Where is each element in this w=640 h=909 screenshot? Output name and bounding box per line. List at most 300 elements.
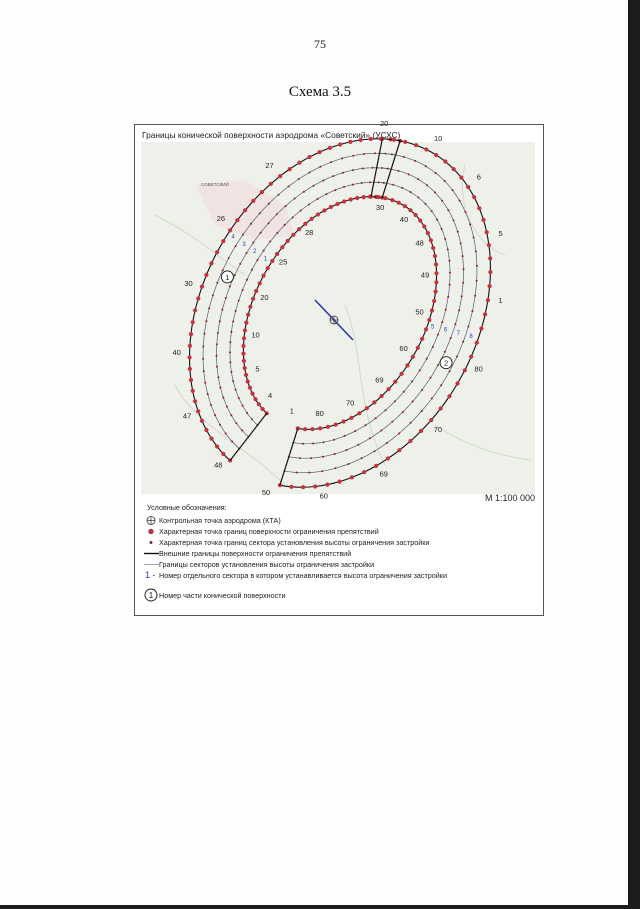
sector-point: [410, 191, 412, 193]
sector-point: [257, 259, 259, 261]
sector-point: [354, 430, 356, 432]
sector-point: [462, 255, 464, 257]
sector-point: [361, 182, 363, 184]
sector-point: [310, 457, 312, 459]
obstacle-point: [322, 208, 326, 212]
svg-text:1: 1: [148, 591, 154, 600]
sector-point: [217, 376, 219, 378]
sector-point: [463, 268, 465, 270]
obstacle-point: [196, 409, 200, 413]
obstacle-point: [338, 480, 342, 484]
sector-point: [454, 323, 456, 325]
obstacle-point: [386, 456, 390, 460]
obstacle-point: [411, 355, 415, 359]
sector-point: [205, 320, 207, 322]
obstacle-point: [310, 427, 314, 431]
sector-number-label: 2: [253, 249, 257, 256]
sector-point: [229, 361, 231, 363]
sector-number-label: 8: [469, 333, 473, 340]
sector-point: [426, 184, 428, 186]
sector-point: [441, 321, 443, 323]
obstacle-point: [251, 199, 255, 203]
sector-point: [448, 260, 450, 262]
obstacle-point: [326, 425, 330, 429]
sector-point: [458, 309, 460, 311]
obstacle-point: [254, 289, 258, 293]
sector-point: [401, 187, 403, 189]
obstacle-point: [348, 140, 352, 144]
part-number-icon: [143, 588, 159, 602]
obstacle-point: [472, 195, 476, 199]
sector-point: [334, 189, 336, 191]
scan-edge-right: [628, 0, 640, 909]
obstacle-point: [420, 337, 424, 341]
obstacle-point: [488, 256, 492, 260]
sector-point: [217, 332, 219, 334]
sector-point: [440, 384, 442, 386]
sector-point: [238, 397, 240, 399]
obstacle-point: [424, 327, 428, 331]
legend-item-sector-point: Характерная точка границ сектора установления высоты ограничения застройки: [135, 537, 543, 548]
obstacle-point: [241, 352, 245, 356]
sector-point: [308, 203, 310, 205]
sector-point: [475, 250, 477, 252]
page-number: 75: [314, 37, 326, 51]
sector-number-label: 4: [231, 234, 235, 241]
part-number-label: 1: [225, 272, 230, 282]
obstacle-point: [243, 208, 247, 212]
scan-edge-bottom: [0, 905, 640, 909]
sector-point: [219, 387, 221, 389]
sector-point: [238, 300, 240, 302]
inner-point-label: 50: [415, 307, 424, 317]
sector-point: [456, 356, 458, 358]
sector-point: [300, 210, 302, 212]
sector-point: [374, 152, 376, 154]
outer-point-label: 70: [433, 425, 443, 435]
outer-point-label: 47: [182, 411, 192, 421]
sector-point: [434, 191, 436, 193]
sector-point: [464, 211, 466, 213]
outer-point-label: 30: [184, 279, 193, 289]
obstacle-point: [215, 250, 219, 254]
sector-point: [346, 449, 348, 451]
obstacle-point: [434, 271, 438, 275]
kta-icon: [143, 515, 159, 526]
obstacle-point: [191, 389, 195, 393]
obstacle-point: [278, 174, 282, 178]
sector-point: [453, 219, 455, 221]
obstacle-point: [430, 308, 434, 312]
sector-point: [235, 389, 237, 391]
obstacle-point: [434, 280, 438, 284]
obstacle-point: [424, 147, 428, 151]
obstacle-point: [286, 239, 290, 243]
obstacle-point: [242, 359, 246, 363]
sector-point: [437, 364, 439, 366]
sector-point: [417, 197, 419, 199]
obstacle-point: [439, 406, 443, 410]
sector-point: [391, 153, 393, 155]
sector-point: [431, 398, 433, 400]
obstacle-point: [250, 392, 254, 396]
obstacle-point: [188, 355, 192, 359]
legend-item-sector-boundary: Границы секторов установления высоты ограничения застройки: [135, 559, 543, 570]
obstacle-point: [426, 231, 430, 235]
obstacle-point: [335, 202, 339, 206]
obstacle-point: [209, 437, 213, 441]
sector-point: [432, 346, 434, 348]
sector-point: [444, 351, 446, 353]
obstacle-point: [362, 470, 366, 474]
legend-item-part-number: 1 Номер части конической поверхности: [135, 590, 543, 601]
inner-point-label: 40: [399, 214, 409, 224]
sector-point: [352, 155, 354, 157]
sector-point: [334, 453, 336, 455]
outer-point-label: 26: [216, 213, 226, 223]
sector-point: [216, 282, 218, 284]
sector-point: [471, 310, 473, 312]
sector-point: [431, 210, 433, 212]
obstacle-point: [433, 254, 437, 258]
obstacle-point: [459, 176, 463, 180]
outer-point-label: 20: [380, 119, 389, 128]
sector-point: [294, 198, 296, 200]
sector-point: [252, 242, 254, 244]
obstacle-point: [403, 204, 407, 208]
sector-point: [235, 310, 237, 312]
outer-point-label: 10: [434, 134, 443, 144]
sector-point: [334, 467, 336, 469]
sector-point: [202, 358, 204, 360]
obstacle-point: [408, 439, 412, 443]
obstacle-point: [431, 246, 435, 250]
sector-point: [208, 307, 210, 309]
sector-point: [225, 433, 227, 435]
obstacle-point: [204, 428, 208, 432]
sector-point: [207, 393, 209, 395]
obstacle-point: [243, 366, 247, 370]
outer-point-label: 1: [498, 296, 503, 306]
sector-point: [387, 168, 389, 170]
obstacle-point: [429, 238, 433, 242]
obstacle-point: [447, 394, 451, 398]
sector-point: [414, 160, 416, 162]
obstacle-point: [390, 198, 394, 202]
obstacle-point: [266, 266, 270, 270]
obstacle-point: [270, 259, 274, 263]
obstacle-point: [188, 344, 192, 348]
sector-point: [421, 389, 423, 391]
obstacle-point: [215, 444, 219, 448]
obstacle-point: [243, 328, 247, 332]
obstacle-point: [289, 485, 293, 489]
sector-point: [411, 380, 413, 382]
part-number-label: 2: [444, 358, 449, 368]
sector-point-icon: [143, 537, 159, 548]
outer-point-label: 6: [476, 172, 481, 182]
sector-point: [231, 441, 233, 443]
sector-point: [232, 321, 234, 323]
sector-boundary-icon: [143, 559, 159, 570]
sector-point: [221, 309, 223, 311]
sector-point: [276, 213, 278, 215]
obstacle-point: [483, 312, 487, 316]
inner-point-label: 49: [420, 270, 430, 280]
sector-point: [457, 231, 459, 233]
sector-point: [246, 279, 248, 281]
obstacle-point: [204, 273, 208, 277]
obstacle-point: [251, 297, 255, 301]
obstacle-point: [477, 206, 481, 210]
sector-point: [447, 249, 449, 251]
sector-point: [251, 418, 253, 420]
sector-point: [449, 272, 451, 274]
sector-point: [398, 170, 400, 172]
sector-point: [362, 168, 364, 170]
outer-point-label: 40: [172, 348, 181, 358]
sector-point: [242, 234, 244, 236]
obstacle-point: [191, 320, 195, 324]
inner-point-label: 5: [255, 364, 260, 374]
obstacle-point: [258, 281, 262, 285]
obstacle-point: [365, 406, 369, 410]
legend-item-sector-number: 1 - Номер отдельного сектора в котором устанавливается высота ограничения застройки: [145, 570, 447, 580]
inner-point-label: 28: [305, 228, 314, 238]
inner-point-label: 70: [346, 398, 355, 408]
sector-number-label: 1: [263, 256, 268, 263]
obstacle-point: [380, 394, 384, 398]
sector-point: [435, 172, 437, 174]
obstacle-point: [241, 344, 245, 348]
obstacle-point: [397, 448, 401, 452]
inner-point-label: 10: [251, 330, 260, 340]
sector-point: [444, 238, 446, 240]
obstacle-point: [355, 196, 359, 200]
obstacle-point: [487, 243, 491, 247]
sector-point: [352, 184, 354, 186]
obstacle-point: [342, 199, 346, 203]
sector-point: [229, 285, 231, 287]
sector-point: [216, 355, 218, 357]
sector-number-label: 5: [431, 324, 435, 331]
obstacle-point-icon: [143, 526, 159, 537]
sector-point: [230, 331, 232, 333]
sector-point: [462, 341, 464, 343]
sector-point: [461, 295, 463, 297]
sector-point: [302, 443, 304, 445]
obstacle-point: [235, 218, 239, 222]
sector-point: [216, 366, 218, 368]
sector-point: [449, 284, 451, 286]
legend-item-outer-boundary: Внешние границы поверхности ограничения препятствий: [135, 548, 543, 559]
sector-point: [203, 370, 205, 372]
sector-number-label: 7: [456, 330, 460, 337]
sector-point: [449, 370, 451, 372]
obstacle-point: [455, 381, 459, 385]
sector-point: [226, 406, 228, 408]
conical-surface-map: [135, 119, 543, 505]
sector-point: [421, 410, 423, 412]
sector-point: [202, 346, 204, 348]
obstacle-point: [434, 153, 438, 157]
obstacle-point: [408, 208, 412, 212]
sector-point: [214, 414, 216, 416]
sector-point: [241, 429, 243, 431]
sector-point: [450, 337, 452, 339]
outer-boundary-icon: [143, 548, 159, 559]
obstacle-point: [399, 372, 403, 376]
obstacle-point: [246, 379, 250, 383]
legend-title: Условные обозначения:: [147, 503, 227, 512]
obstacle-point: [403, 140, 407, 144]
obstacle-point: [329, 205, 333, 209]
sector-point: [216, 343, 218, 345]
inner-point-label: 48: [415, 238, 424, 248]
obstacle-point: [189, 332, 193, 336]
sector-point: [228, 257, 230, 259]
town-label: СОВЕТСКИЙ: [201, 182, 229, 187]
inner-point-label: 1: [289, 406, 294, 416]
sector-point: [235, 422, 237, 424]
obstacle-point: [189, 378, 193, 382]
sector-point: [343, 186, 345, 188]
legend-item-obstacle-point: Характерная точка границ поверхности ограничения препятствий: [135, 526, 543, 537]
outer-point-label: 48: [214, 460, 223, 470]
obstacle-point: [357, 411, 361, 415]
sector-point: [268, 222, 270, 224]
obstacle-point: [307, 155, 311, 159]
sector-point: [313, 185, 315, 187]
obstacle-point: [269, 182, 273, 186]
obstacle-point: [253, 397, 257, 401]
obstacle-point: [209, 261, 213, 265]
sector-point: [268, 203, 270, 205]
sector-point: [408, 173, 410, 175]
inner-point-label: 20: [260, 293, 269, 303]
obstacle-point: [303, 222, 307, 226]
sector-point: [246, 252, 248, 254]
sector-point: [469, 223, 471, 225]
sector-point: [309, 172, 311, 174]
obstacle-point: [303, 427, 307, 431]
sector-point: [369, 181, 371, 183]
sector-point: [263, 250, 265, 252]
sector-point: [426, 358, 428, 360]
obstacle-point: [328, 146, 332, 150]
obstacle-point: [362, 195, 366, 199]
obstacle-point: [488, 270, 492, 274]
obstacle-point: [405, 363, 409, 367]
sector-point: [344, 435, 346, 437]
sector-point: [322, 180, 324, 182]
obstacle-point: [488, 284, 492, 288]
sector-point: [452, 189, 454, 191]
obstacle-point: [414, 143, 418, 147]
obstacle-point: [244, 321, 248, 325]
sector-point: [321, 470, 323, 472]
sector-point: [284, 224, 286, 226]
obstacle-point: [469, 355, 473, 359]
sector-number-label: 3: [242, 241, 246, 248]
sector-point: [361, 457, 363, 459]
obstacle-point: [261, 407, 265, 411]
sector-point: [365, 424, 367, 426]
sector-point: [260, 232, 262, 234]
sector-point: [222, 396, 224, 398]
sector-point: [430, 377, 432, 379]
sector-point: [402, 411, 404, 413]
obstacle-point: [387, 387, 391, 391]
sector-point: [473, 237, 475, 239]
obstacle-point: [479, 327, 483, 331]
obstacle-point: [429, 418, 433, 422]
obstacle-point: [325, 483, 329, 487]
sector-point: [333, 439, 335, 441]
sector-point: [417, 178, 419, 180]
obstacle-point: [200, 285, 204, 289]
sector-point: [412, 400, 414, 402]
sector-point: [447, 296, 449, 298]
obstacle-point: [297, 227, 301, 231]
sector-point: [225, 297, 227, 299]
sector-point: [476, 280, 478, 282]
obstacle-point: [291, 233, 295, 237]
obstacle-point: [383, 196, 387, 200]
obstacle-point: [481, 218, 485, 222]
sector-point: [441, 228, 443, 230]
obstacle-point: [427, 318, 431, 322]
sector-point: [203, 333, 205, 335]
sector-point: [410, 422, 412, 424]
sector-point: [385, 409, 387, 411]
sector-point: [251, 269, 253, 271]
obstacle-point: [434, 262, 438, 266]
inner-point-label: 80: [315, 409, 324, 419]
sector-point: [459, 200, 461, 202]
obstacle-point: [275, 252, 279, 256]
sector-point: [419, 369, 421, 371]
sector-point: [288, 186, 290, 188]
sector-point: [375, 417, 377, 419]
sector-point: [323, 441, 325, 443]
obstacle-point: [443, 159, 447, 163]
sector-point: [445, 309, 447, 311]
inner-point-label: 69: [375, 375, 384, 385]
obstacle-point: [376, 195, 380, 199]
sector-point: [474, 295, 476, 297]
obstacle-point: [334, 423, 338, 427]
obstacle-point: [432, 299, 436, 303]
sector-number-icon: 1 -: [145, 570, 156, 580]
obstacle-point: [485, 230, 489, 234]
obstacle-point: [350, 475, 354, 479]
sector-point: [229, 341, 231, 343]
sector-point: [242, 405, 244, 407]
obstacle-point: [301, 485, 305, 489]
sector-point: [232, 380, 234, 382]
obstacle-point: [418, 218, 422, 222]
sector-point: [204, 382, 206, 384]
sector-point: [292, 217, 294, 219]
sector-point: [330, 161, 332, 163]
obstacle-point: [228, 228, 232, 232]
sector-point: [296, 472, 298, 474]
map-title: Границы конической поверхности аэродрома «Советский» (УСХС): [142, 130, 401, 140]
obstacle-point: [280, 245, 284, 249]
obstacle-point: [372, 400, 376, 404]
sector-point: [348, 463, 350, 465]
